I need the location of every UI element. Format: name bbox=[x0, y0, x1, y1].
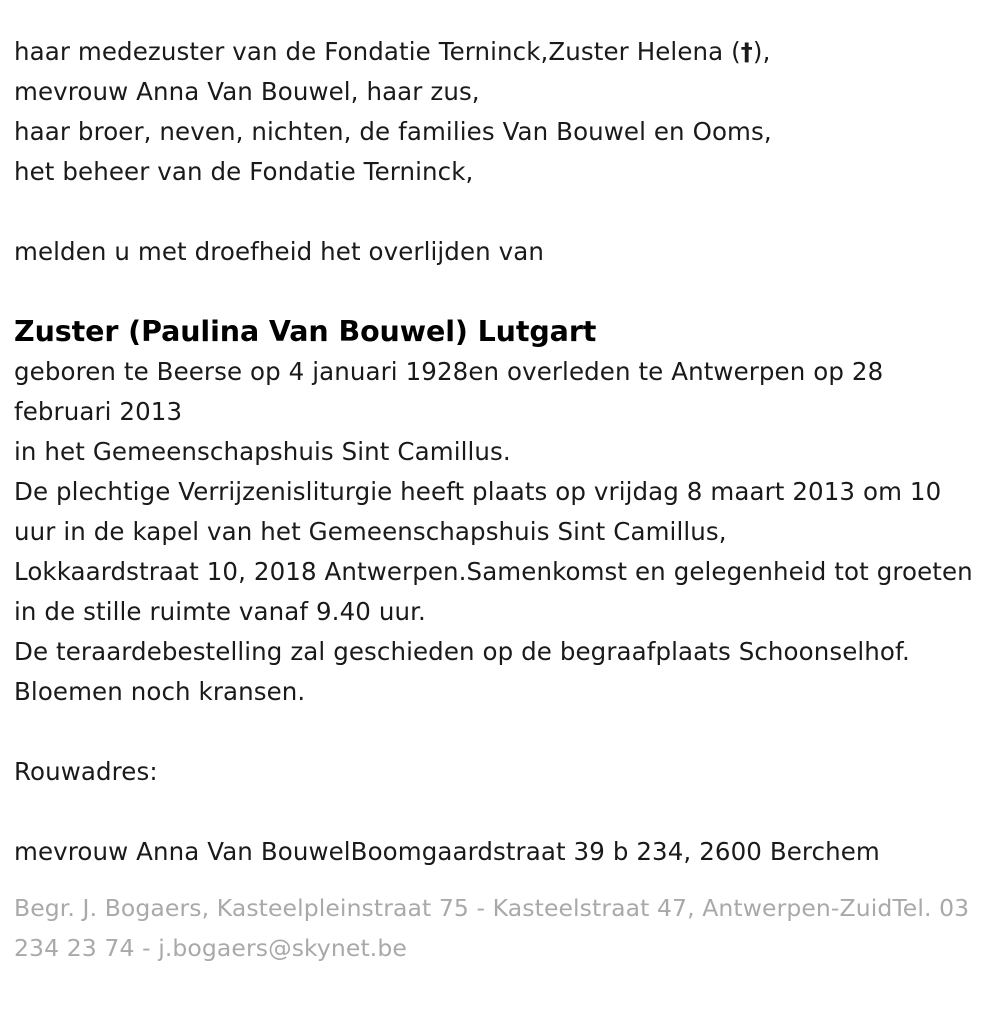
deceased-name: Zuster (Paulina Van Bouwel) Lutgart bbox=[14, 315, 597, 348]
announcers-line-4: het beheer van de Fondatie Terninck, bbox=[14, 157, 474, 186]
mourning-address-value: mevrouw Anna Van BouwelBoomgaardstraat 39 b 234, 2600 Berchem bbox=[14, 837, 880, 866]
spacer-before-name bbox=[14, 272, 976, 312]
deceased-place-of-death: in het Gemeenschapshuis Sint Camillus. bbox=[14, 437, 511, 466]
burial-info: De teraardebestelling zal geschieden op de begraafplaats Schoonselhof. bbox=[14, 637, 910, 666]
spacer-after-announcers bbox=[14, 192, 976, 232]
announcement-intro: melden u met droefheid het overlijden van bbox=[14, 237, 544, 266]
spacer-before-mourning-address bbox=[14, 712, 976, 752]
cross-dagger-icon: † bbox=[740, 38, 753, 66]
announcers-block bbox=[14, 32, 976, 192]
funeral-home-credit: Begr. J. Bogaers, Kasteelpleinstraat 75 - Kasteelstraat 47, Antwerpen-ZuidTel. 03 234 23 74 - j.bogaers@skynet.be bbox=[14, 894, 970, 962]
flowers-note: Bloemen noch kransen. bbox=[14, 677, 306, 706]
deceased-details: geboren te Beerse op 4 januari 1928en overleden te Antwerpen op 28 februari 2013 bbox=[14, 357, 884, 426]
funeral-service-info: De plechtige Verrijzenisliturgie heeft plaats op vrijdag 8 maart 2013 om 10 uur in de kapel van het Gemeenschapshuis Sint Camillus, bbox=[14, 477, 942, 546]
announcers-line-1-text: haar medezuster van de Fondatie Terninck,Zuster Helena ( bbox=[14, 37, 741, 66]
announcers-line-1 bbox=[14, 32, 976, 72]
spacer-after-mourning-label bbox=[14, 792, 976, 832]
announcers-line-1-suffix: ), bbox=[752, 37, 771, 66]
announcers-line-2: mevrouw Anna Van Bouwel, haar zus, bbox=[14, 77, 480, 106]
mourning-address-label: Rouwadres: bbox=[14, 757, 158, 786]
gathering-info: Lokkaardstraat 10, 2018 Antwerpen.Samenkomst en gelegenheid tot groeten in de stille ruimte vanaf 9.40 uur. bbox=[14, 557, 973, 626]
announcers-line-3: haar broer, neven, nichten, de families Van Bouwel en Ooms, bbox=[14, 117, 772, 146]
spacer-before-footer bbox=[14, 872, 976, 888]
